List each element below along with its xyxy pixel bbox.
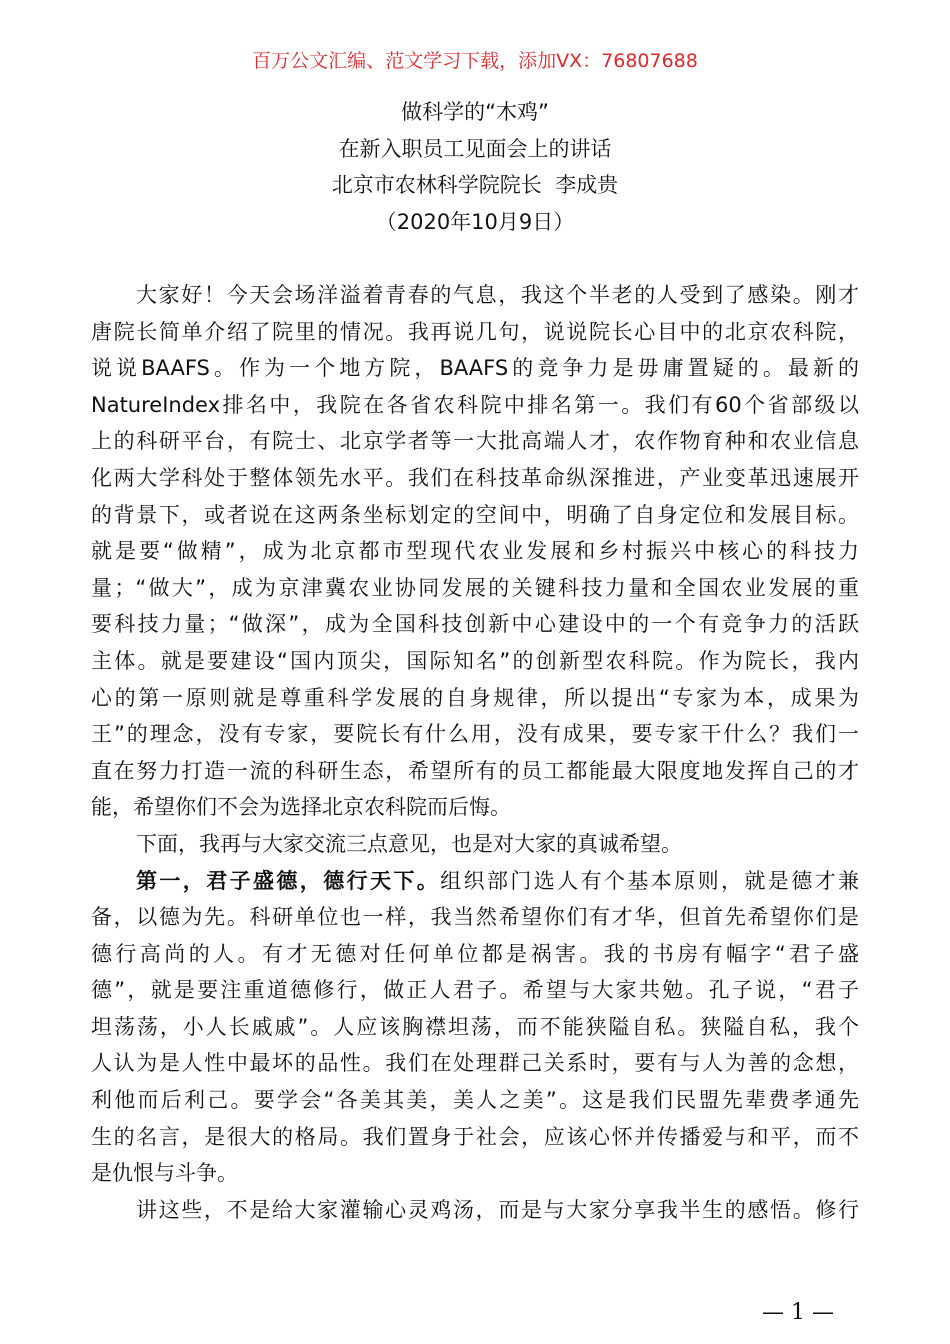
text-line xyxy=(91,863,859,900)
paragraph xyxy=(91,863,859,1192)
document-body xyxy=(91,277,859,1228)
text-line xyxy=(91,606,859,643)
text-line xyxy=(91,826,859,863)
speech-date: （2020年10月9日） xyxy=(375,209,575,234)
title-block xyxy=(0,94,950,240)
text-line xyxy=(91,423,859,460)
line-text: 就是要“做精”，成为北京都市型现代农业发展和乡村振兴中核心的科技力 xyxy=(91,539,859,564)
line-text: 上的科研平台，有院士、北京学者等一大批高端人才，农作物育种和农业信息 xyxy=(91,429,859,454)
text-line xyxy=(91,716,859,753)
text-line xyxy=(91,570,859,607)
line-text: 人认为是人性中最坏的品性。我们在处理群己关系时，要有与人为善的念想， xyxy=(91,1051,859,1076)
line-text: 德”，就是要注重道德修行，做正人君子。希望与大家共勉。孔子说，“君子 xyxy=(91,978,859,1003)
text-line xyxy=(91,314,859,351)
line-text: 大家好！今天会场洋溢着青春的气息，我这个半老的人受到了感染。刚才 xyxy=(136,283,859,307)
line-text: 坦荡荡，小人长戚戚”。人应该胸襟坦荡，而不能狭隘自私。狭隘自私，我个 xyxy=(91,1014,859,1039)
paragraph xyxy=(91,277,859,826)
text-line xyxy=(91,277,859,314)
text-line xyxy=(91,1009,859,1046)
watermark-header: 百万公文汇编、范文学习下载，添加VX：76807688 xyxy=(252,50,698,72)
line-text: 心的第一原则就是尊重科学发展的自身规律，所以提出“专家为本，成果为 xyxy=(91,685,859,710)
line-text: 下面，我再与大家交流三点意见，也是对大家的真诚希望。 xyxy=(136,831,682,856)
line-text: NatureIndex排名中，我院在各省农科院中排名第一。我们有60个省部级以 xyxy=(91,392,859,417)
line-text: 利他而后利己。要学会“各美其美，美人之美”。这是我们民盟先辈费孝通先 xyxy=(91,1088,859,1113)
text-line xyxy=(91,460,859,497)
text-line xyxy=(91,533,859,570)
text-line xyxy=(91,1082,859,1119)
line-text: 唐院长简单介绍了院里的情况。我再说几句，说说院长心目中的北京农科院， xyxy=(91,319,859,344)
line-text: 主体。就是要建设“国内顶尖，国际知名”的创新型农科院。作为院长，我内 xyxy=(91,648,859,673)
text-line xyxy=(91,1119,859,1156)
text-line xyxy=(91,753,859,790)
line-text: 能，希望你们不会为选择北京农科院而后悔。 xyxy=(91,795,511,820)
line-text: 王”的理念，没有专家，要院长有什么用，没有成果，要专家干什么？我们一 xyxy=(91,722,859,747)
bold-heading: 第一，君子盛德，德行天下。 xyxy=(136,868,441,893)
text-line xyxy=(91,350,859,387)
text-line xyxy=(91,1155,859,1192)
text-line xyxy=(91,1045,859,1082)
paragraph xyxy=(91,826,859,863)
line-text: 备，以德为先。科研单位也一样，我当然希望你们有才华，但首先希望你们是 xyxy=(91,905,859,930)
text-line xyxy=(91,1192,859,1229)
line-text: 的背景下，或者说在这两条坐标划定的空间中，明确了自身定位和发展目标。 xyxy=(91,502,859,527)
line-text: 生的名言，是很大的格局。我们置身于社会，应该心怀并传播爱与和平，而不 xyxy=(91,1124,859,1149)
text-line xyxy=(91,497,859,534)
line-text: 说说BAAFS。作为一个地方院，BAAFS的竞争力是毋庸置疑的。最新的 xyxy=(91,356,859,381)
line-text: 化两大学科处于整体领先水平。我们在科技革命纵深推进，产业变革迅速展开 xyxy=(91,465,859,490)
document-title: 做科学的“木鸡” xyxy=(401,100,549,124)
line-text: 要科技力量；“做深”，成为全国科技创新中心建设中的一个有竞争力的活跃 xyxy=(91,612,859,637)
text-line xyxy=(91,972,859,1009)
text-line xyxy=(91,789,859,826)
line-text: 量；“做大”，成为京津冀农业协同发展的关键科技力量和全国农业发展的重 xyxy=(91,575,859,600)
text-line xyxy=(91,936,859,973)
page-number: — 1 — xyxy=(762,1300,834,1325)
document-subtitle: 在新入职员工见面会上的讲话 xyxy=(338,136,612,161)
line-text: 是仇恨与斗争。 xyxy=(91,1161,238,1186)
line-text: 直在努力打造一流的科研生态，希望所有的员工都能最大限度地发挥自己的才 xyxy=(91,758,859,783)
text-line xyxy=(91,387,859,424)
speaker-line: 北京市农林科学院院长 李成贵 xyxy=(331,173,619,198)
text-line xyxy=(91,899,859,936)
line-text: 讲这些，不是给大家灌输心灵鸡汤，而是与大家分享我半生的感悟。修行 xyxy=(136,1197,859,1222)
text-line xyxy=(91,680,859,717)
text-line xyxy=(91,643,859,680)
line-text: 德行高尚的人。有才无德对任何单位都是祸害。我的书房有幅字“君子盛 xyxy=(91,941,859,966)
paragraph xyxy=(91,1192,859,1229)
line-text: 组织部门选人有个基本原则，就是德才兼 xyxy=(440,868,860,893)
